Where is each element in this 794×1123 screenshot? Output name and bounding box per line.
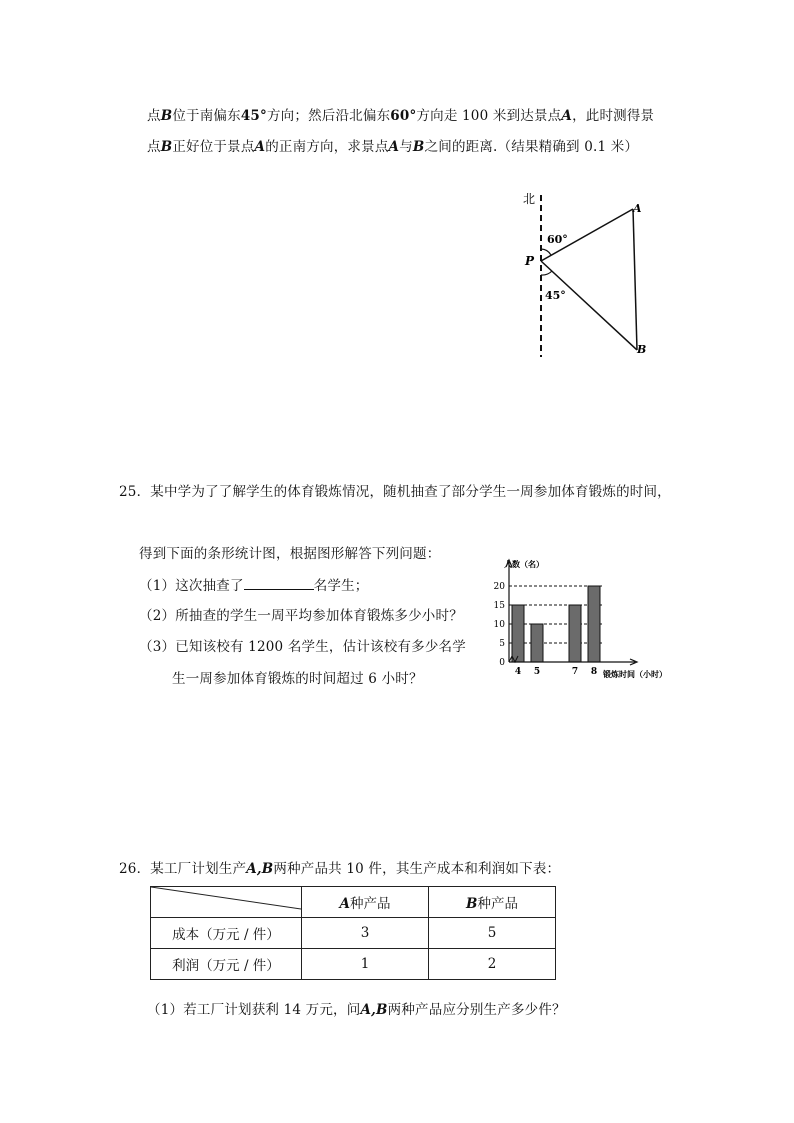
col-header-a: A种产品: [302, 887, 429, 918]
q25-part-1: （1）这次抽查了 名学生；: [139, 574, 369, 594]
cost-profit-table: [150, 886, 556, 980]
bar-4: [512, 605, 524, 662]
point-a-fig-label: A: [633, 202, 642, 215]
angle-bottom-label: 45°: [545, 289, 566, 302]
bar-8: [588, 586, 600, 662]
segment-pb: [541, 261, 637, 350]
row-label: 成本（万元 / 件）: [151, 918, 302, 949]
x-tick-label: 5: [533, 667, 541, 677]
x-axis-label: 锻炼时间（小时）: [603, 669, 667, 679]
q25-stem: 25．某中学为了了解学生的体育锻炼情况，随机抽查了部分学生一周参加体育锻炼的时间，: [119, 484, 671, 500]
angle-arc-bottom: [541, 271, 552, 275]
table-row: [151, 918, 556, 949]
q24-line-2: 点B正好位于景点A的正南方向，求景点A与B之间的距离.（结果精确到 0.1 米）: [147, 139, 639, 155]
cell-value: 1: [302, 949, 429, 980]
bar-7: [569, 605, 581, 662]
x-tick-label: 4: [514, 667, 522, 677]
angle-arc-top: [541, 249, 551, 255]
geometry-figure: [515, 185, 665, 365]
y-tick-label: 5: [499, 639, 505, 649]
y-tick-label: 10: [493, 620, 505, 630]
bar-chart: [480, 552, 680, 687]
point-a-label: A: [561, 108, 573, 124]
bar-5: [531, 624, 543, 662]
q25-part-3b: 生一周参加体育锻炼的时间超过 6 小时？: [172, 671, 423, 687]
angle-top-label: 60°: [547, 233, 568, 246]
y-tick-label: 15: [493, 601, 505, 611]
point-p-label: P: [525, 254, 535, 268]
table-row: [151, 949, 556, 980]
q24-line-1: 点B位于南偏东45°方向；然后沿北偏东60°方向走 100 米到达景点A，此时测得景: [147, 108, 655, 124]
q25-part-2: （2）所抽查的学生一周平均参加体育锻炼多少小时？: [139, 608, 463, 624]
cell-value: 5: [429, 918, 556, 949]
answer-blank[interactable]: [244, 575, 314, 590]
q26-stem: 26．某工厂计划生产A,B两种产品共 10 件，其生产成本和利润如下表：: [119, 861, 561, 877]
segment-ab: [633, 209, 637, 350]
row-label: 利润（万元 / 件）: [151, 949, 302, 980]
cell-value: 3: [302, 918, 429, 949]
y-tick-label: 0: [499, 658, 505, 668]
y-tick-label: 20: [493, 582, 505, 592]
north-label: 北: [523, 192, 536, 206]
cell-value: 2: [429, 949, 556, 980]
x-tick-label: 7: [571, 667, 579, 677]
y-axis-label: 人数（名）: [504, 559, 544, 569]
angle-45: 45°: [240, 108, 267, 124]
col-header-b: B种产品: [429, 887, 556, 918]
table-corner-cell: [151, 887, 302, 918]
point-b-label: B: [160, 108, 173, 124]
q26-part-1: （1）若工厂计划获利 14 万元，问A,B两种产品应分别生产多少件？: [147, 1002, 566, 1018]
point-b-fig-label: B: [637, 343, 647, 356]
q25-intro: 得到下面的条形统计图，根据图形解答下列问题：: [139, 546, 441, 562]
x-tick-label: 8: [590, 667, 598, 677]
angle-60: 60°: [390, 108, 417, 124]
table-header-row: [151, 887, 556, 918]
q25-part-3a: （3）已知该校有 1200 名学生，估计该校有多少名学: [139, 639, 466, 655]
diagonal-line: [151, 887, 301, 917]
